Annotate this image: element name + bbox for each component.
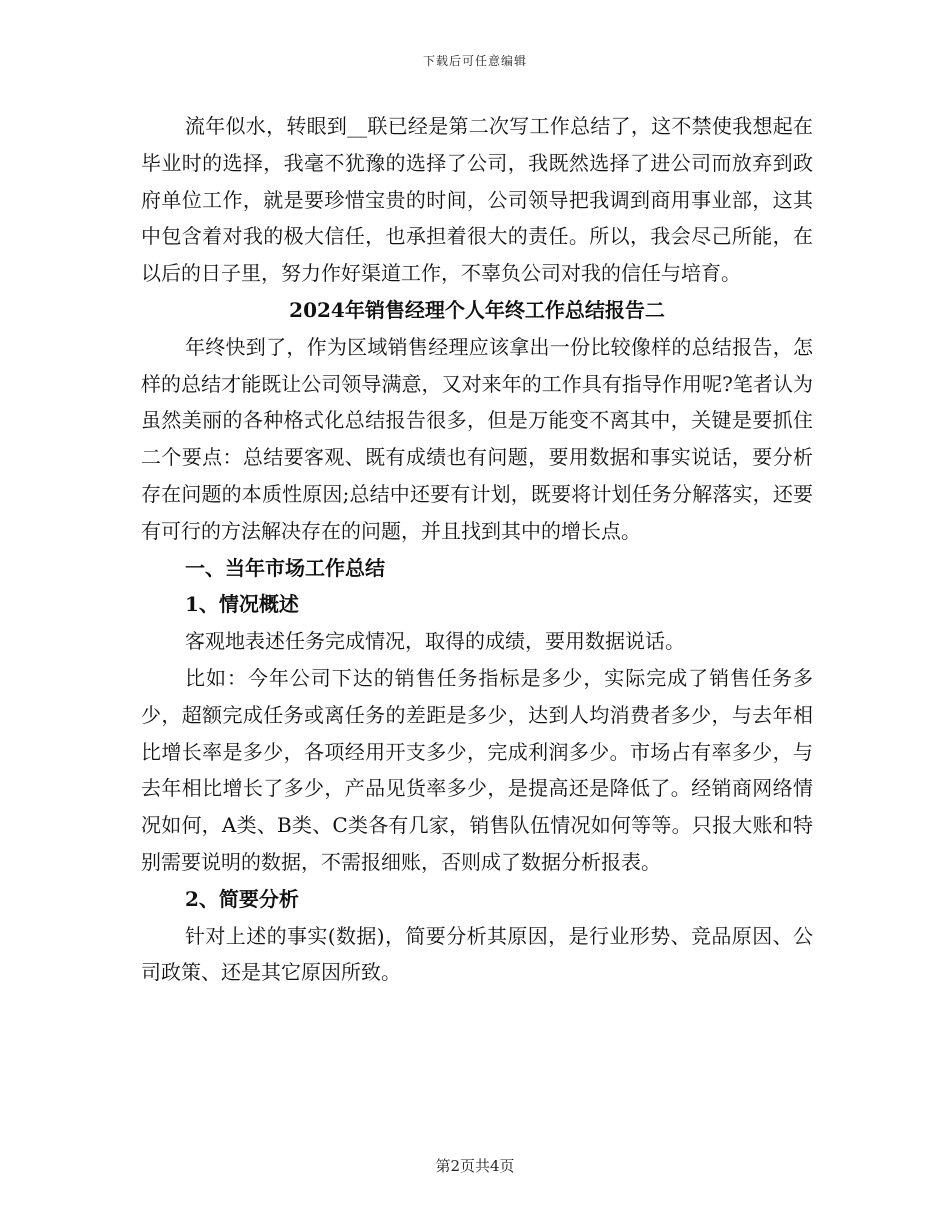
subsection-heading-analysis: 2、简要分析: [185, 886, 299, 911]
paragraph-intro: 流年似水，转眼到__联已经是第二次写工作总结了，这不禁使我想起在毕业时的选择，我毫不犹豫的选择了公司，我既然选择了进公司而放弃到政府单位工作，就是要珍惜宝贵的时间，公司领导把我调到商用事业部，这其中包含着对我的极大信任，也承担着很大的责任。所以，我会尽己所能，在以后的日子里，努力作好渠道工作，不辜负公司对我的信任与培育。: [141, 114, 813, 286]
header-note: 下载后可任意编辑: [422, 54, 527, 68]
subsection-heading-situation: 1、情况概述: [185, 592, 299, 617]
report-title: 2024年销售经理个人年终工作总结报告二: [289, 297, 665, 322]
paragraph-overview: 年终快到了，作为区域销售经理应该拿出一份比较像样的总结报告，怎样的总结才能既让公司领导满意，又对来年的工作具有指导作用呢?笔者认为虽然美丽的各种格式化总结报告很多，但是万能变不离其中，关键是要抓住二个要点：总结要客观、既有成绩也有问题，要用数据和事实说话，要分析存在问题的本质性原因;总结中还要有计划，既要将计划任务分解落实，还要有可行的方法解决存在的问题，并且找到其中的增长点。: [141, 334, 813, 543]
paragraph-example: 比如：今年公司下达的销售任务指标是多少，实际完成了销售任务多少，超额完成任务或离任务的差距是多少，达到人均消费者多少，与去年相比增长率是多少，各项经用开支多少，完成利润多少。市场占有率多少，与去年相比增长了多少，产品见货率多少，是提高还是降低了。经销商网络情况如何，A类、B类、C类各有几家，销售队伍情况如何等等。只报大账和特别需要说明的数据，不需报细账，否则成了数据分析报表。: [141, 665, 813, 874]
document-body: [141, 108, 813, 991]
page-number: 第2页共4页: [435, 1157, 515, 1175]
paragraph-analysis: 针对上述的事实(数据)，简要分析其原因，是行业形势、竞品原因、公司政策、还是其它原因所致。: [141, 923, 813, 985]
section-heading-market-summary: 一、当年市场工作总结: [185, 555, 385, 580]
paragraph-situation-desc: 客观地表述任务完成情况，取得的成绩，要用数据说话。: [185, 629, 685, 654]
